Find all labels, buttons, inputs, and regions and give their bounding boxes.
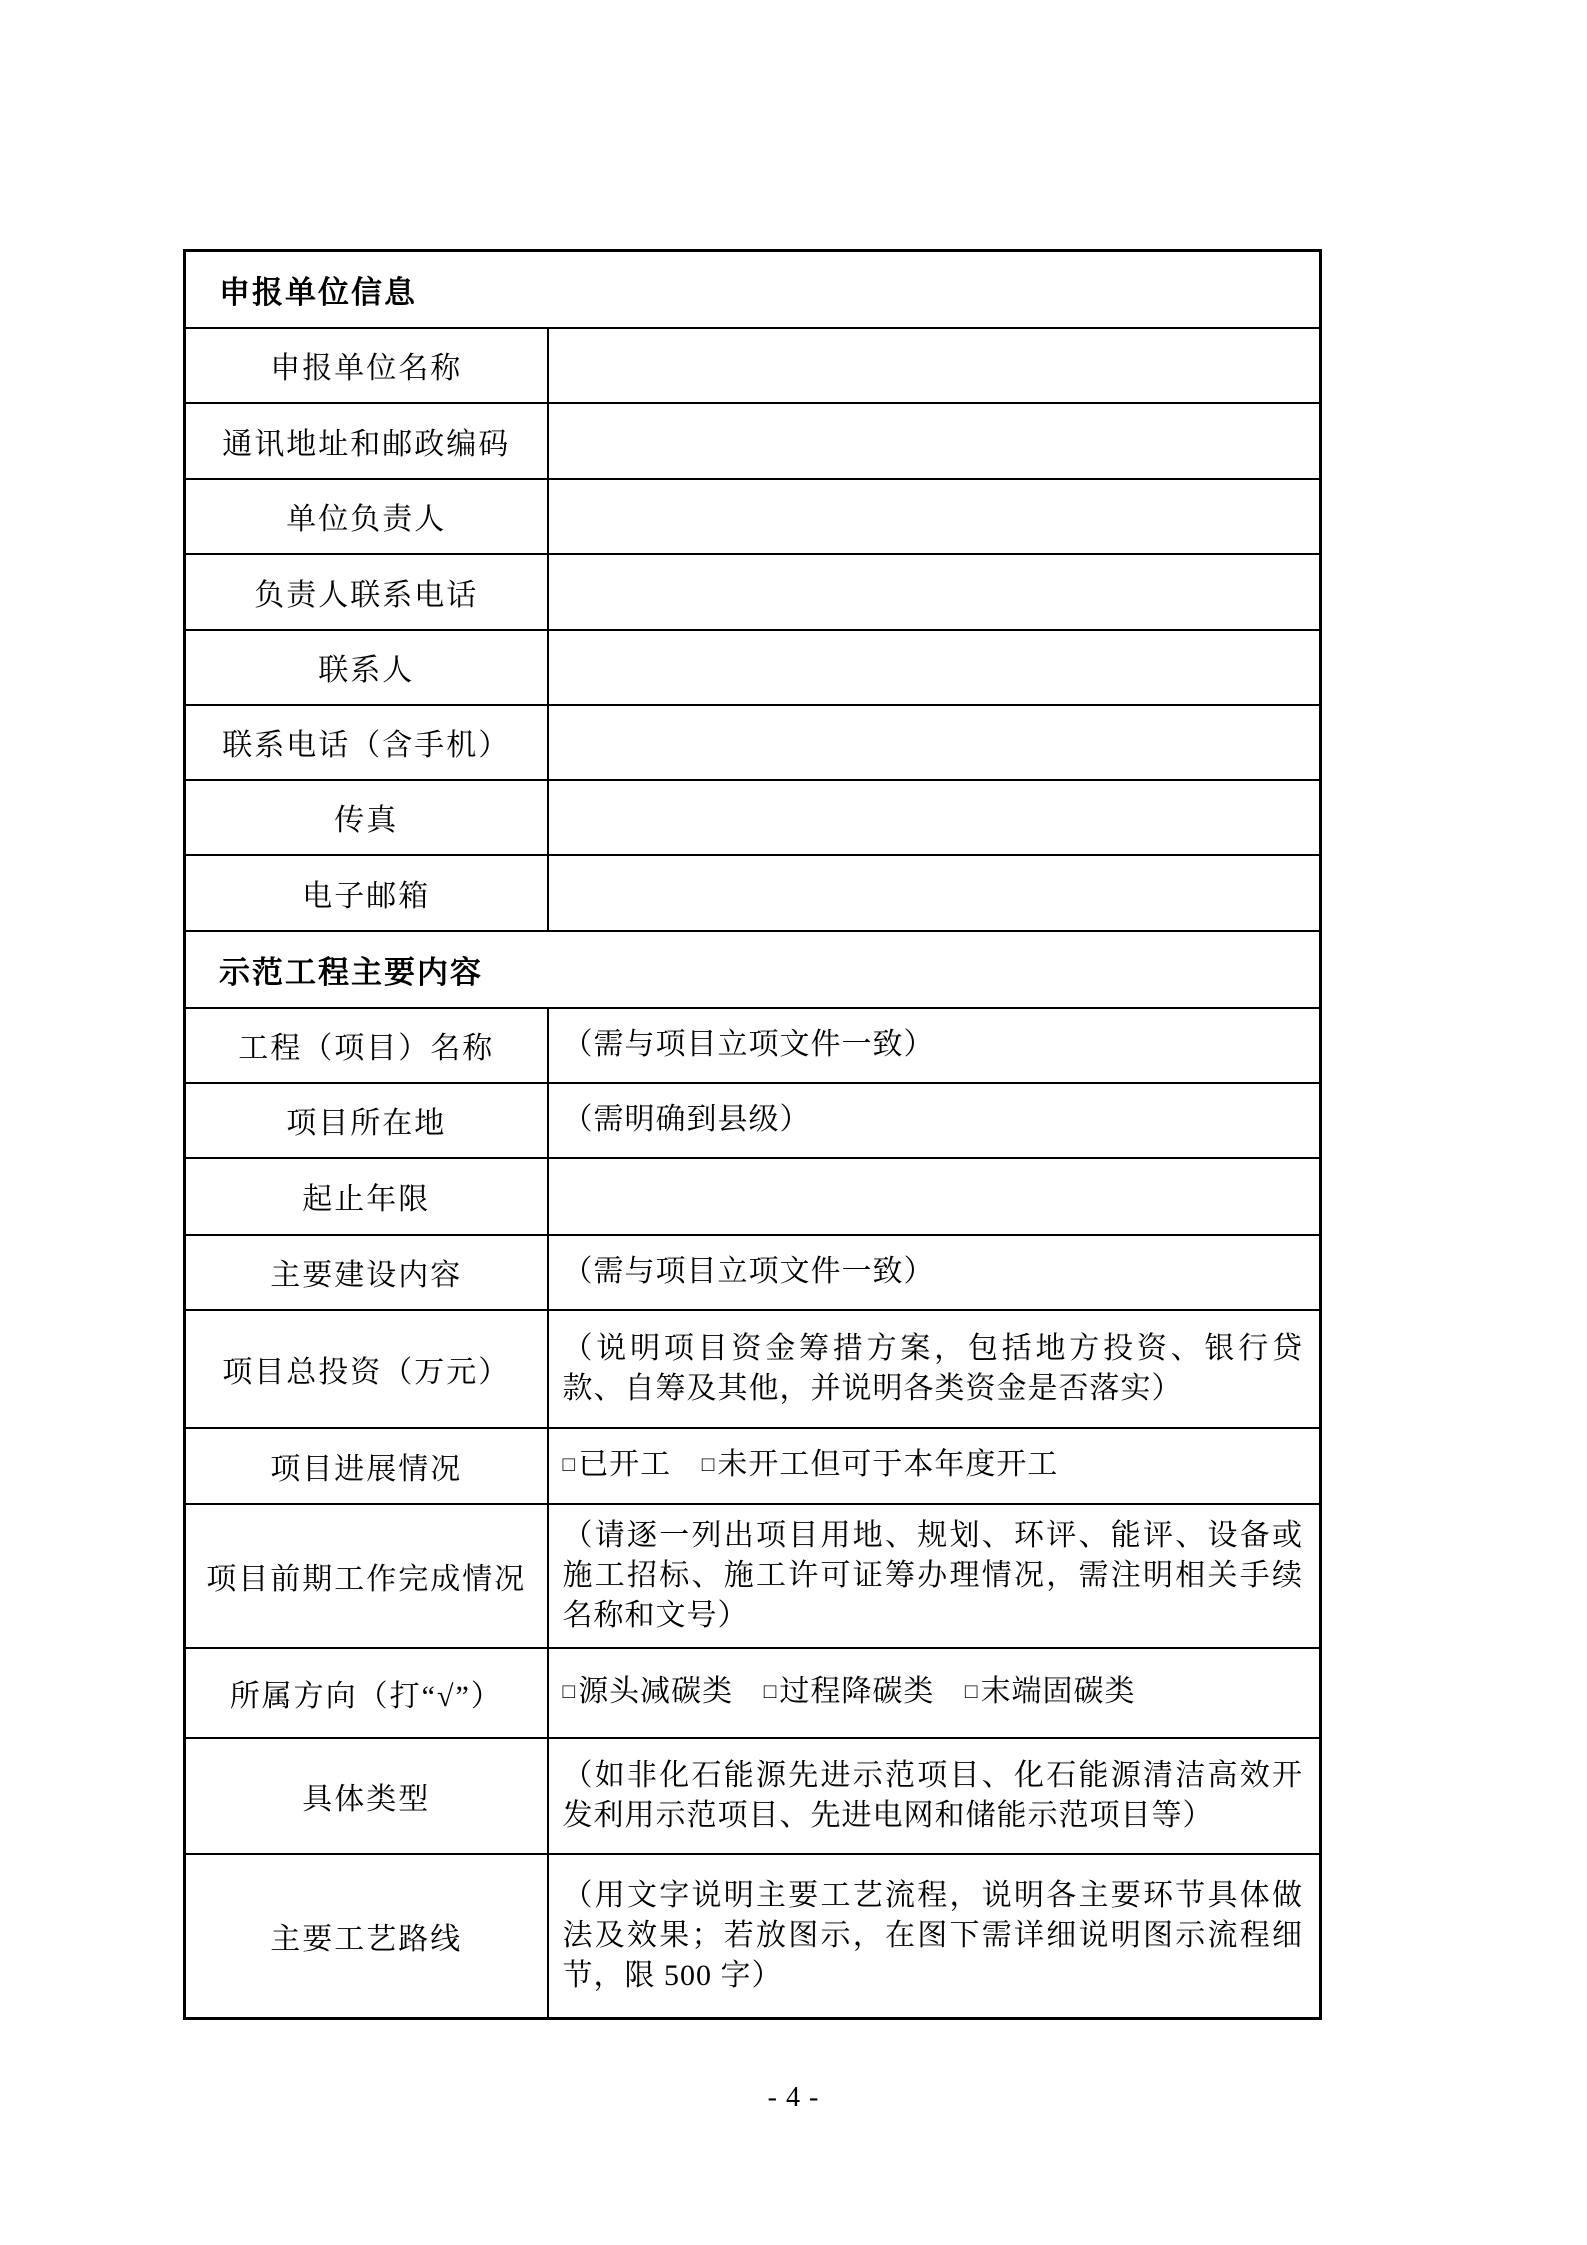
- field-value-project-location[interactable]: （需明确到县级）: [548, 1083, 1321, 1158]
- checkbox-option-label: 源头减碳类: [578, 1674, 734, 1708]
- page-number: - 4 -: [767, 2082, 820, 2113]
- field-label-head-phone: 负责人联系电话: [185, 554, 548, 630]
- checkbox-icon[interactable]: □: [763, 1678, 778, 1703]
- table-row-section-project-content: [185, 931, 1321, 1008]
- checkbox-option-not-started[interactable]: [702, 1448, 1059, 1481]
- table-row: [185, 479, 1321, 554]
- checkbox-option-label: 过程降碳类: [779, 1674, 935, 1708]
- table-row: [185, 1083, 1321, 1158]
- table-row: [185, 1310, 1321, 1428]
- checkbox-option-source-reduction[interactable]: [563, 1675, 734, 1708]
- field-value-total-investment[interactable]: （说明项目资金筹措方案，包括地方投资、银行贷款、自筹及其他，并说明各类资金是否落实）: [548, 1310, 1321, 1428]
- field-label-main-construction: 主要建设内容: [185, 1235, 548, 1310]
- checkbox-option-label: 已开工: [578, 1447, 672, 1481]
- table-row: [185, 705, 1321, 780]
- field-label-fax: 传真: [185, 780, 548, 855]
- field-value-project-name[interactable]: （需与项目立项文件一致）: [548, 1008, 1321, 1083]
- table-row: [185, 403, 1321, 479]
- table-row: [185, 1235, 1321, 1310]
- table-row: [185, 1648, 1321, 1738]
- table-row: [185, 855, 1321, 931]
- checkbox-icon[interactable]: □: [701, 1451, 716, 1476]
- field-value-address-postcode[interactable]: [548, 403, 1321, 479]
- field-value-contact-person[interactable]: [548, 630, 1321, 705]
- table-row: [185, 780, 1321, 855]
- field-value-fax[interactable]: [548, 780, 1321, 855]
- application-form-table: [183, 249, 1322, 2020]
- section-title-applicant-info: 申报单位信息: [185, 251, 1321, 328]
- table-row-section-applicant-info: [185, 251, 1321, 328]
- field-label-project-period: 起止年限: [185, 1158, 548, 1235]
- field-label-project-location: 项目所在地: [185, 1083, 548, 1158]
- field-value-unit-name[interactable]: [548, 328, 1321, 403]
- table-row: [185, 630, 1321, 705]
- field-value-project-period[interactable]: [548, 1158, 1321, 1235]
- checkbox-icon[interactable]: □: [562, 1451, 577, 1476]
- section-title-project-content: 示范工程主要内容: [185, 931, 1321, 1008]
- field-value-contact-phone[interactable]: [548, 705, 1321, 780]
- checkbox-option-label: 未开工但可于本年度开工: [717, 1447, 1059, 1481]
- field-label-process-route: 主要工艺路线: [185, 1854, 548, 2019]
- field-value-unit-head[interactable]: [548, 479, 1321, 554]
- field-label-unit-name: 申报单位名称: [185, 328, 548, 403]
- field-label-email: 电子邮箱: [185, 855, 548, 931]
- table-row: [185, 328, 1321, 403]
- field-label-unit-head: 单位负责人: [185, 479, 548, 554]
- field-value-specific-type[interactable]: （如非化石能源先进示范项目、化石能源清洁高效开发利用示范项目、先进电网和储能示范项目等）: [548, 1738, 1321, 1854]
- field-label-total-investment: 项目总投资（万元）: [185, 1310, 548, 1428]
- field-value-preliminary-work[interactable]: （请逐一列出项目用地、规划、环评、能评、设备或施工招标、施工许可证筹办理情况，需注明相关手续名称和文号）: [548, 1504, 1321, 1648]
- table-row: [185, 1738, 1321, 1854]
- field-label-specific-type: 具体类型: [185, 1738, 548, 1854]
- field-value-head-phone[interactable]: [548, 554, 1321, 630]
- table-row: [185, 1158, 1321, 1235]
- field-value-main-construction[interactable]: （需与项目立项文件一致）: [548, 1235, 1321, 1310]
- field-label-project-name: 工程（项目）名称: [185, 1008, 548, 1083]
- checkbox-option-label: 末端固碳类: [980, 1674, 1136, 1708]
- field-value-process-route[interactable]: （用文字说明主要工艺流程，说明各主要环节具体做法及效果；若放图示，在图下需详细说明图示流程细节，限 500 字）: [548, 1854, 1321, 2019]
- field-value-project-progress: [548, 1428, 1321, 1504]
- checkbox-option-started[interactable]: [563, 1448, 672, 1481]
- field-label-direction: 所属方向（打“√”）: [185, 1648, 548, 1738]
- checkbox-icon[interactable]: □: [964, 1678, 979, 1703]
- checkbox-icon[interactable]: □: [562, 1678, 577, 1703]
- table-row: [185, 1504, 1321, 1648]
- table-row: [185, 1854, 1321, 2019]
- field-value-email[interactable]: [548, 855, 1321, 931]
- field-label-project-progress: 项目进展情况: [185, 1428, 548, 1504]
- field-label-preliminary-work: 项目前期工作完成情况: [185, 1504, 548, 1648]
- field-value-direction: [548, 1648, 1321, 1738]
- field-label-address-postcode: 通讯地址和邮政编码: [185, 403, 548, 479]
- field-label-contact-phone: 联系电话（含手机）: [185, 705, 548, 780]
- table-row: [185, 1008, 1321, 1083]
- table-row: [185, 1428, 1321, 1504]
- field-label-contact-person: 联系人: [185, 630, 548, 705]
- checkbox-option-end-fixation[interactable]: [965, 1675, 1136, 1708]
- table-row: [185, 554, 1321, 630]
- checkbox-option-process-reduction[interactable]: [764, 1675, 935, 1708]
